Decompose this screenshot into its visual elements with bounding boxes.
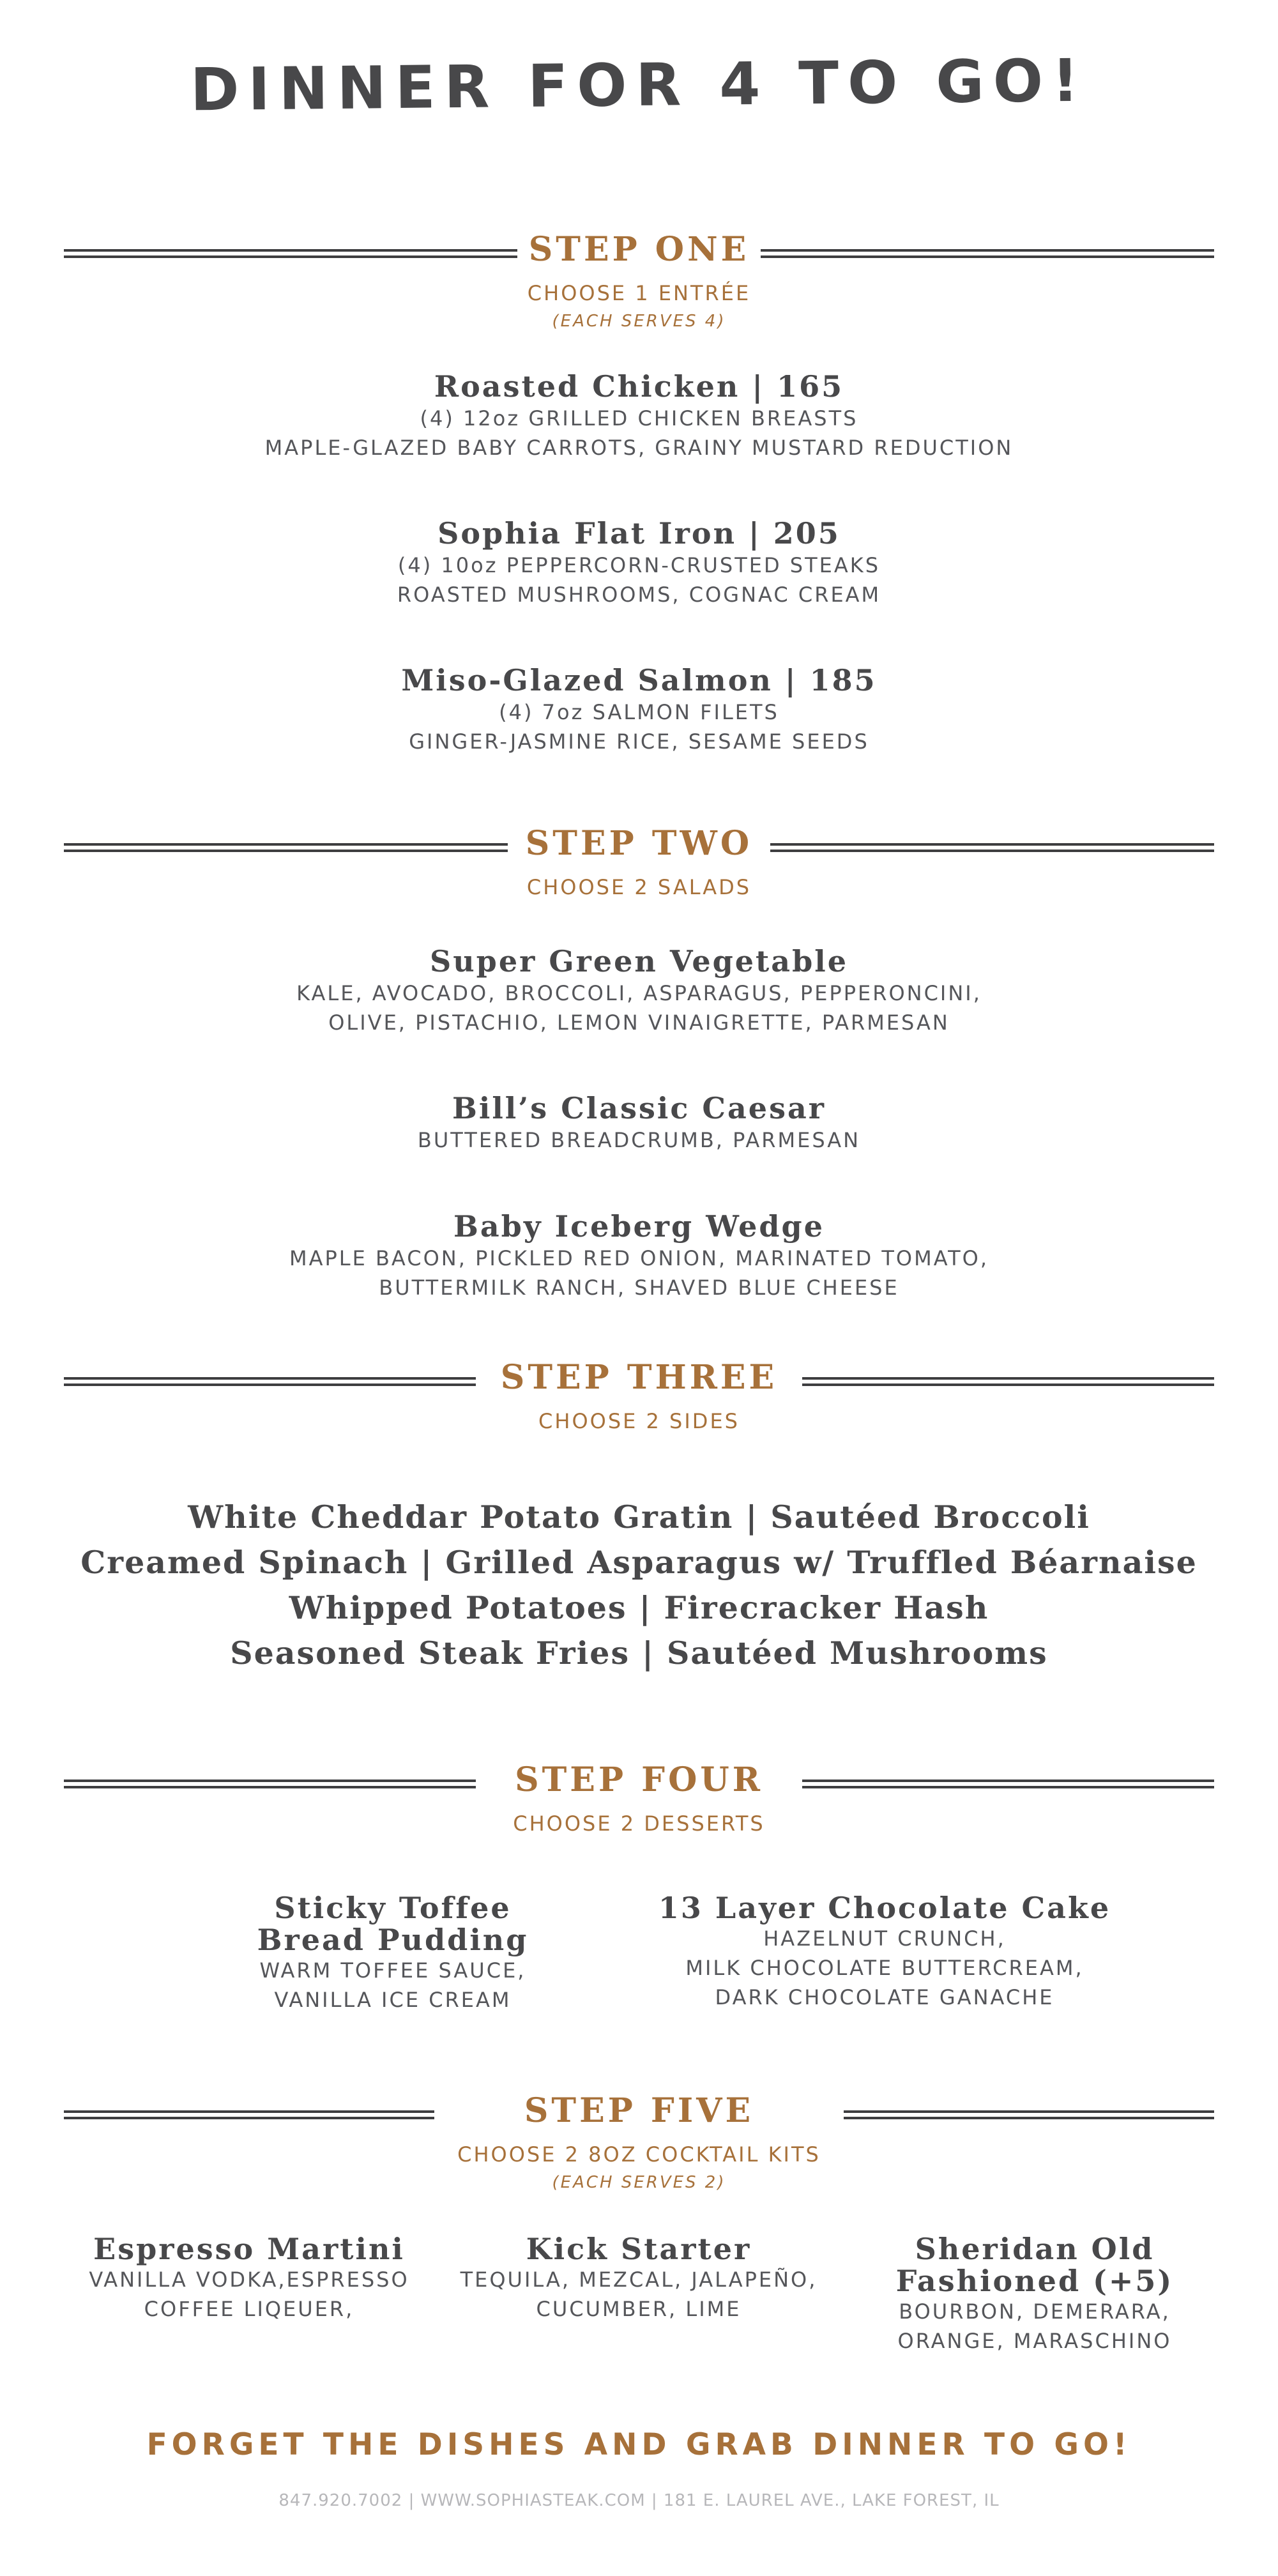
divider-rule [802, 1377, 1214, 1386]
item-desc: TEQUILA, MEZCAL, JALAPEÑO, [460, 2267, 818, 2292]
item-desc: VANILLA VODKA,ESPRESSO [89, 2267, 409, 2292]
step-label: STEP FOUR [515, 1760, 763, 1799]
item-name: Miso-Glazed Salmon | 185 [401, 663, 877, 697]
step-label: STEP THREE [500, 1358, 778, 1397]
entree-item [0, 516, 1278, 609]
step-subtitle: CHOOSE 2 8OZ COCKTAIL KITS [457, 2142, 821, 2167]
item-name: Espresso Martini [93, 2232, 405, 2266]
entree-item [0, 663, 1278, 756]
step-subtitle: CHOOSE 1 ENTRÉE [527, 281, 751, 305]
item-desc: VANILLA ICE CREAM [274, 1988, 512, 2012]
step-subtitle: CHOOSE 2 SIDES [538, 1409, 740, 1433]
item-desc: (4) 7oz SALMON FILETS [499, 700, 779, 724]
item-name: Sticky Toffee [274, 1891, 512, 1925]
item-name: Super Green Vegetable [430, 944, 848, 979]
item-desc: MAPLE BACON, PICKLED RED ONION, MARINATED TOMATO, [289, 1246, 989, 1270]
salad-item [0, 944, 1278, 1037]
sides-list [0, 1495, 1278, 1676]
item-desc: (4) 10oz PEPPERCORN-CRUSTED STEAKS [397, 553, 881, 577]
divider-rule [761, 249, 1214, 258]
step-label: STEP TWO [525, 824, 753, 863]
page-title: DINNER FOR 4 TO GO! [190, 46, 1088, 125]
item-name: Roasted Chicken | 165 [434, 369, 844, 404]
step-label: STEP ONE [528, 230, 750, 269]
divider-rule [844, 2110, 1214, 2119]
sides-line: Whipped Potatoes | Firecracker Hash [289, 1589, 989, 1626]
step-label: STEP FIVE [524, 2091, 754, 2130]
salad-item [0, 1091, 1278, 1155]
item-desc: KALE, AVOCADO, BROCCOLI, ASPARAGUS, PEPPERONCINI, [296, 981, 982, 1005]
item-desc: ROASTED MUSHROOMS, COGNAC CREAM [397, 583, 881, 607]
item-desc: GINGER-JASMINE RICE, SESAME SEEDS [409, 729, 869, 754]
divider-rule [802, 1780, 1214, 1788]
divider-rule [770, 843, 1214, 852]
item-desc: COFFEE LIQEUER, [144, 2297, 354, 2321]
dessert-item [192, 1892, 594, 2015]
step-one-header [0, 230, 1278, 331]
sides-line: Seasoned Steak Fries | Sautéed Mushrooms [230, 1635, 1048, 1672]
step-five-header [0, 2091, 1278, 2192]
item-desc: BOURBON, DEMERARA, [899, 2299, 1171, 2324]
entree-item [0, 369, 1278, 462]
step-three-header [0, 1358, 1278, 1433]
step-four-header [0, 1760, 1278, 1836]
item-name: Sheridan Old [915, 2232, 1155, 2266]
salad-item [0, 1209, 1278, 1302]
step-subtitle: CHOOSE 2 SALADS [526, 875, 752, 899]
item-name: Fashioned (+5) [895, 2264, 1174, 2298]
item-desc: HAZELNUT CRUNCH, [763, 1926, 1006, 1951]
item-desc: WARM TOFFEE SAUCE, [259, 1958, 526, 1983]
item-name: Sophia Flat Iron | 205 [437, 516, 841, 551]
footer-contact: 847.920.7002 | WWW.SOPHIASTEAK.COM | 181 E. LAUREL AVE., LAKE FOREST, IL [278, 2491, 1000, 2510]
item-desc: MILK CHOCOLATE BUTTERCREAM, [685, 1956, 1084, 1980]
step-note: (EACH SERVES 2) [552, 2173, 726, 2192]
item-desc: MAPLE-GLAZED BABY CARROTS, GRAINY MUSTARD REDUCTION [264, 436, 1014, 460]
step-note: (EACH SERVES 4) [552, 312, 726, 331]
item-name: Baby Iceberg Wedge [453, 1209, 825, 1244]
step-two-header [0, 824, 1278, 899]
cocktail-item [38, 2233, 460, 2324]
item-desc: DARK CHOCOLATE GANACHE [715, 1985, 1054, 2009]
item-desc: CUCUMBER, LIME [536, 2297, 742, 2321]
item-desc: OLIVE, PISTACHIO, LEMON VINAIGRETTE, PARMESAN [328, 1010, 950, 1035]
sides-line: White Cheddar Potato Gratin | Sautéed Broccoli [188, 1498, 1090, 1536]
item-name: Bread Pudding [257, 1923, 529, 1957]
sides-line: Creamed Spinach | Grilled Asparagus w/ Truffled Béarnaise [80, 1544, 1198, 1581]
step-subtitle: CHOOSE 2 DESSERTS [513, 1811, 765, 1836]
item-name: Kick Starter [526, 2232, 752, 2266]
cocktail-item [824, 2233, 1245, 2356]
item-desc: ORANGE, MARASCHINO [897, 2329, 1172, 2353]
cocktail-item [441, 2233, 837, 2324]
item-desc: (4) 12oz GRILLED CHICKEN BREASTS [420, 406, 858, 431]
item-name: Bill’s Classic Caesar [452, 1091, 826, 1125]
footer-cta: FORGET THE DISHES AND GRAB DINNER TO GO! [146, 2427, 1132, 2462]
item-desc: BUTTERED BREADCRUMB, PARMESAN [417, 1128, 861, 1152]
item-name: 13 Layer Chocolate Cake [658, 1891, 1111, 1925]
item-desc: BUTTERMILK RANCH, SHAVED BLUE CHEESE [379, 1276, 899, 1300]
dessert-item [620, 1892, 1150, 2012]
